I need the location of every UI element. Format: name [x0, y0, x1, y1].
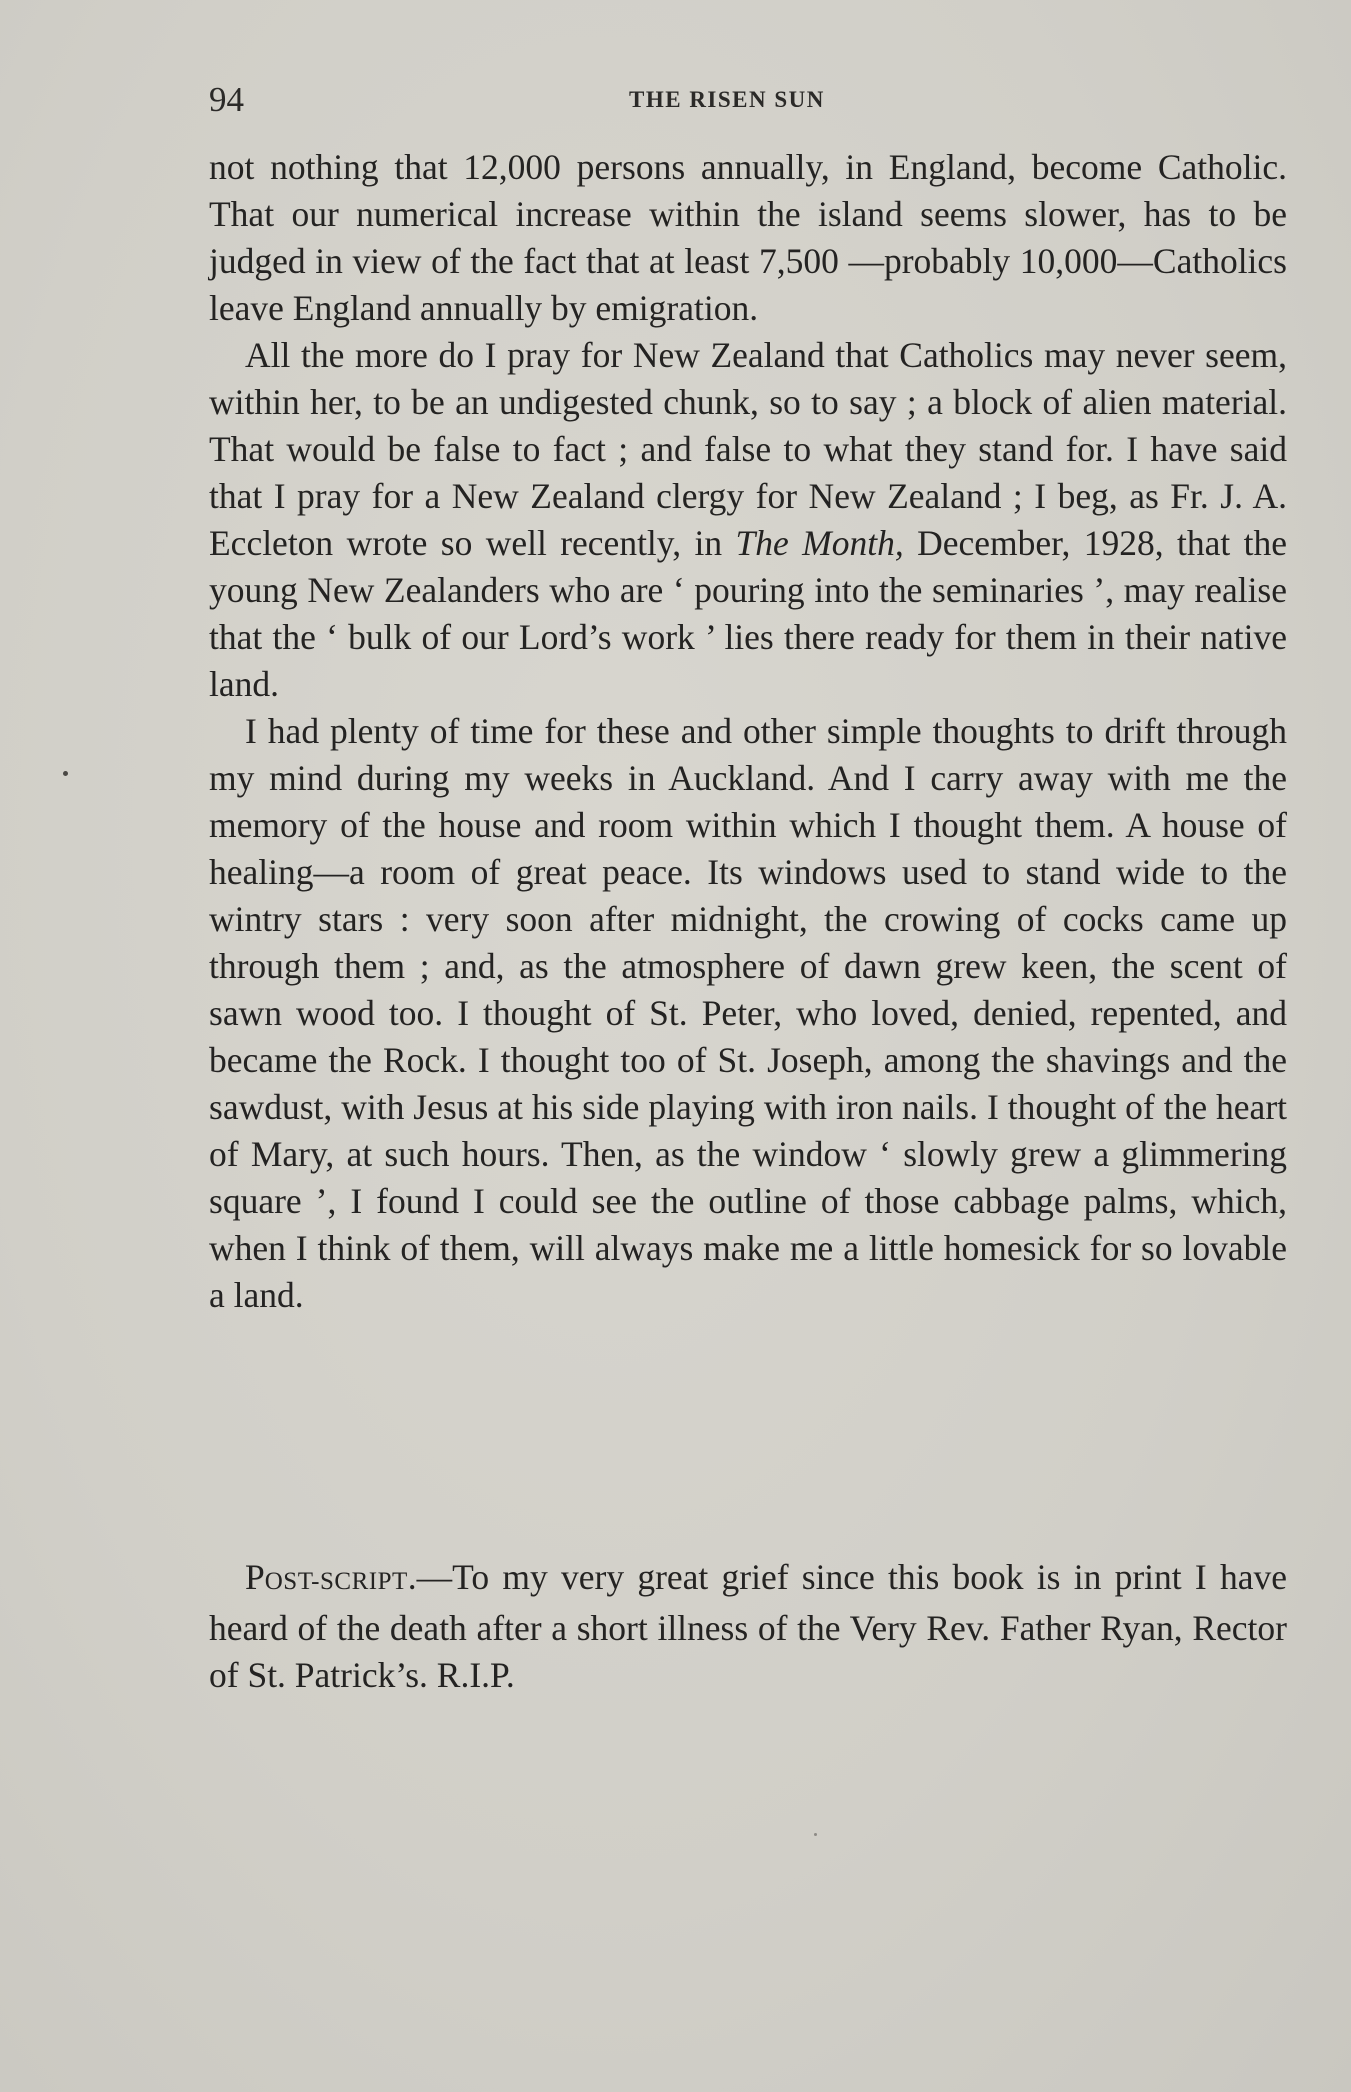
paragraph-1: not nothing that 12,000 persons annually, in England, become Catholic. That our numerical increase within the island seems slower, has to be judged in view of the fact that at least 7,500 —probably 10,000—Catholics leave England annually by emigration.: [209, 147, 1287, 328]
paragraph-2-text-b: December, 1928, that the young New Zealanders who are ‘ pouring into the seminaries ’, may realise that the ‘ bulk of our Lord’s work ’ lies there ready for them in their native land.: [209, 523, 1288, 704]
postscript-label-small: SCRIPT: [320, 1568, 408, 1595]
body-text: [209, 144, 1287, 1319]
running-head: THE RISEN SUN: [629, 87, 825, 112]
postscript-label-initial: P: [245, 1557, 265, 1597]
paragraph-3: I had plenty of time for these and other simple thoughts to drift through my mind during my weeks in Auckland. And I carry away with me the memory of the house and room within which I thought them. A house of healing—a room of great peace. Its windows used to stand wide to the wintry stars : very soon after midnight, the crowing of cocks came up through them ; and, as the atmosphere of dawn grew keen, the scent of sawn wood too. I thought of St. Peter, who loved, denied, repented, and became the Rock. I thought too of St. Joseph, among the shavings and the sawdust, with Jesus at his side playing with iron nails. I thought of the heart of Mary, at such hours. Then, as the window ‘ slowly grew a glimmering square ’, I found I could see the outline of those cabbage palms, which, when I think of them, will always make me a little homesick for so lovable a land.: [209, 711, 1287, 1315]
paragraph-2-text-a: All the more do I pray for New Zealand that Catholics may never seem, within her, to be an undigested chunk, so to say ; a block of alien material. That would be false to fact ; and false to what they stand for. I have said that I pray for a New Zealand clergy for New Zealand ; I beg, as Fr. J. A. Eccleton wrote so well recently, in: [209, 335, 1287, 563]
page-header: [209, 80, 1287, 120]
paper-speck: [814, 1833, 817, 1836]
paper-speck: [63, 771, 68, 776]
postscript-text: To my very great grief since this book is in print I have heard of the death after a short illness of the Very Rev. Father Ryan, Rector of St. Patrick’s. R.I.P.: [209, 1557, 1287, 1695]
magazine-title: The Month,: [735, 523, 904, 563]
postscript: [209, 1554, 1287, 1699]
postscript-label-upper: OST-: [264, 1568, 321, 1595]
postscript-label-punct: .—: [407, 1557, 453, 1597]
paragraph-2: [209, 332, 1287, 708]
page-number: 94: [209, 80, 244, 119]
